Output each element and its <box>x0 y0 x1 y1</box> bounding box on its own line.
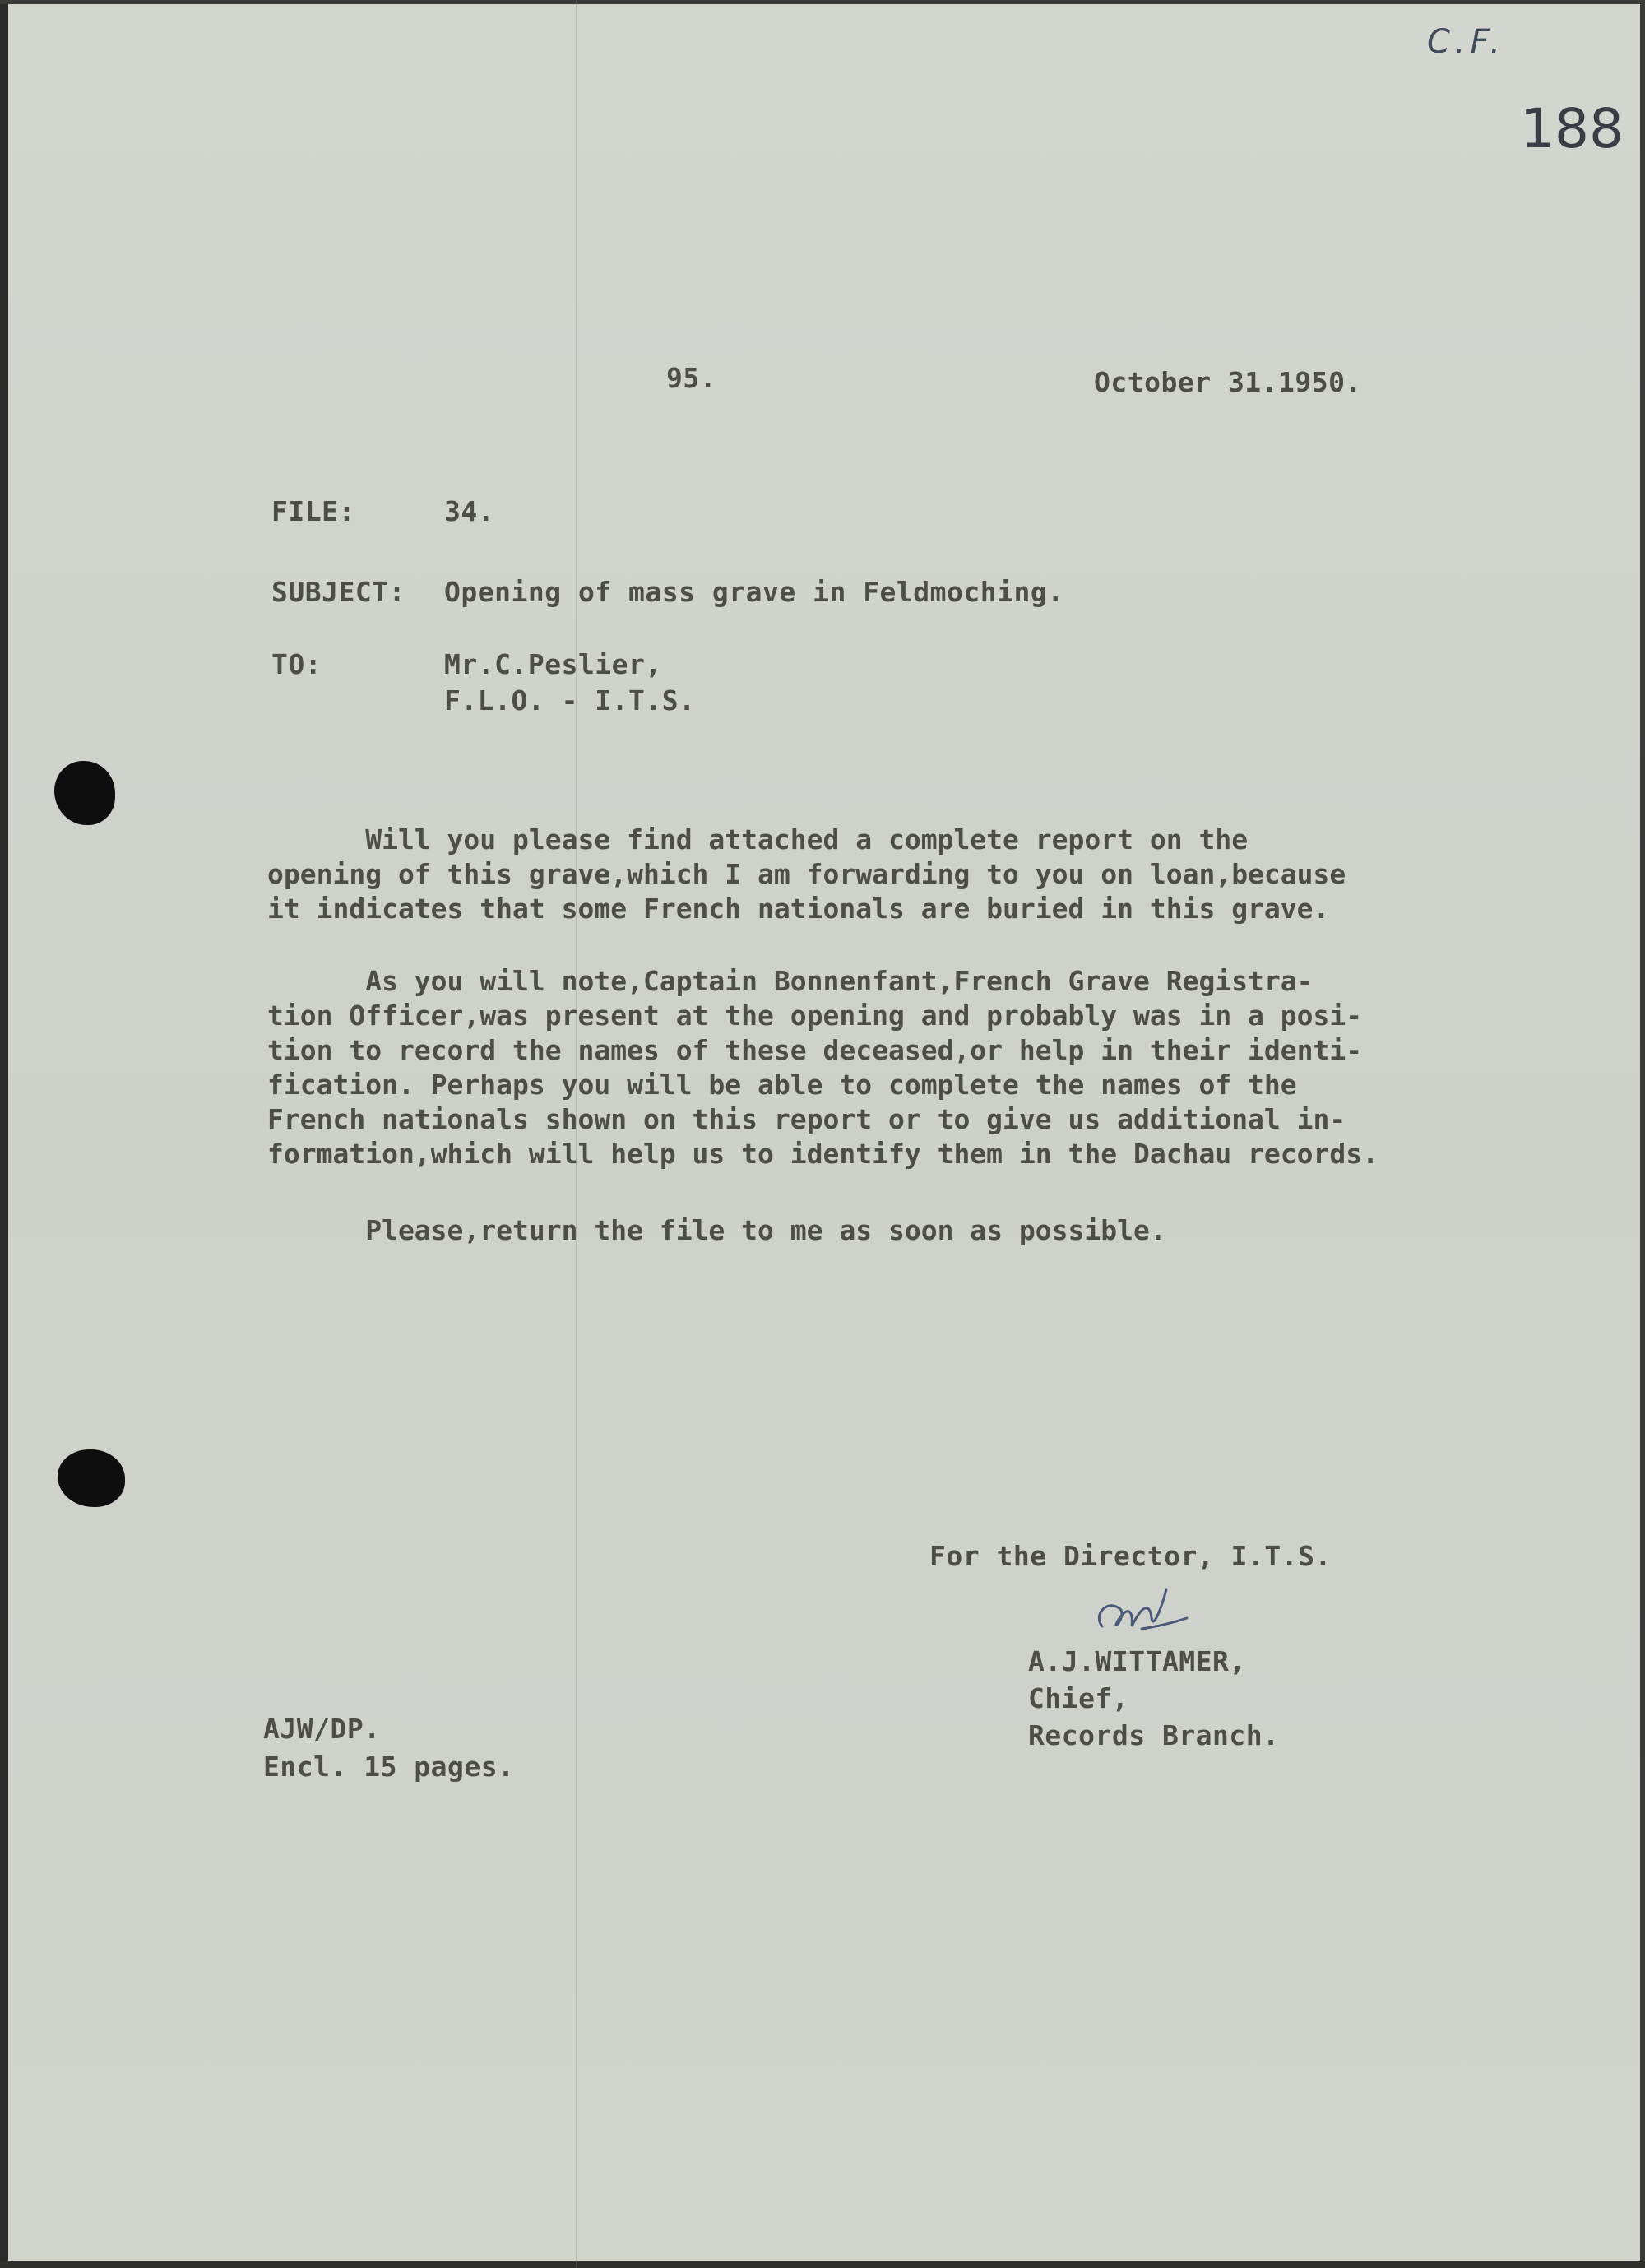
body-paragraph-1 <box>267 823 1460 926</box>
subject-label: SUBJECT: <box>271 576 405 608</box>
page-number: 188 <box>1520 97 1624 160</box>
body-line: opening of this grave,which I am forwarding to you on loan,because <box>267 858 1346 890</box>
body-line: Will you please find attached a complete report on the <box>267 823 1249 856</box>
signatory-department: Records Branch. <box>1028 1719 1280 1751</box>
signature-icon <box>1084 1581 1199 1655</box>
scan-edge-right <box>1640 0 1645 2268</box>
file-label: FILE: <box>271 495 355 527</box>
body-line: French nationals shown on this report or to give us additional in- <box>267 1103 1346 1135</box>
body-line: tion Officer,was present at the opening and probably was in a posi- <box>267 999 1363 1032</box>
body-line: it indicates that some French nationals are buried in this grave. <box>267 893 1330 925</box>
handwritten-mark: C.F. <box>1427 23 1506 61</box>
punch-hole-top <box>54 761 115 825</box>
body-line: formation,which will help us to identify them in the Dachau records. <box>267 1138 1379 1170</box>
body-paragraph-2 <box>267 964 1460 1171</box>
recipient-office: F.L.O. - I.T.S. <box>444 684 696 717</box>
body-line: Please,return the file to me as soon as possible. <box>267 1214 1166 1246</box>
reference-initials: AJW/DP. <box>263 1713 381 1745</box>
subject-value: Opening of mass grave in Feldmoching. <box>444 576 1064 608</box>
recipient-name: Mr.C.Peslier, <box>444 648 662 680</box>
scan-edge-left <box>0 0 8 2268</box>
signatory-title: Chief, <box>1028 1682 1129 1714</box>
enclosure-note: Encl. 15 pages. <box>263 1751 515 1783</box>
signatory-name: A.J.WITTAMER, <box>1028 1645 1246 1677</box>
body-line: fication. Perhaps you will be able to complete the names of the <box>267 1069 1297 1101</box>
scan-edge-top <box>0 0 1645 4</box>
file-value: 34. <box>444 495 495 527</box>
body-line: tion to record the names of these deceased,or help in their identi- <box>267 1034 1363 1066</box>
for-director-line: For the Director, I.T.S. <box>929 1540 1332 1572</box>
reference-number: 95. <box>666 362 717 394</box>
scan-edge-bottom <box>0 2261 1645 2268</box>
body-line: As you will note,Captain Bonnenfant,French Grave Registra- <box>267 965 1314 997</box>
punch-hole-bottom <box>58 1449 125 1507</box>
letter-date: October 31.1950. <box>1094 366 1362 398</box>
to-label: TO: <box>271 648 322 680</box>
body-paragraph-3 <box>267 1213 1460 1248</box>
